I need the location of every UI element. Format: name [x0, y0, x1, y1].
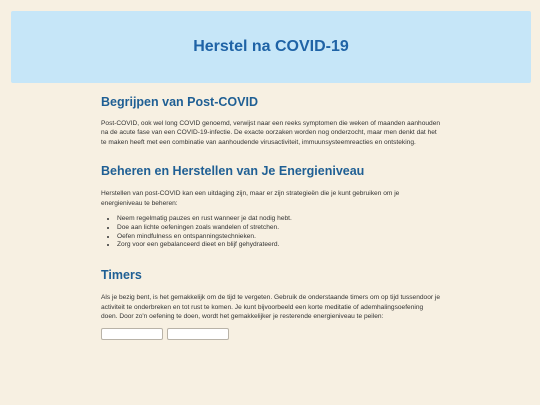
section-energy [101, 164, 441, 250]
section-title: Beheren en Herstellen van Je Energieniveau [101, 164, 365, 179]
main-content [101, 95, 441, 340]
list-item: • Zorg voor een gebalanceerd dieet en blijf gehydrateerd. [117, 241, 441, 250]
section-post-covid [101, 95, 441, 147]
page-title: Herstel na COVID-19 [193, 38, 349, 55]
section-title: Timers [101, 268, 142, 283]
list-item: • Neem regelmatig pauzes en rust wanneer je dat nodig hebt. [117, 215, 441, 224]
section-paragraph: Post-COVID, ook wel long COVID genoemd, verwijst naar een reeks symptomen die weken of maanden aanhouden na de acute fase van een COVID-19-infectie. De exacte oorzaken worden nog onderzocht, maar men denkt dat het te maken heeft met een combinatie van aanhoudende virusactiviteit, immuunsysteemreacties en ontsteking. [101, 120, 441, 146]
section-title: Begrijpen van Post-COVID [101, 95, 258, 109]
timer-button-1[interactable] [101, 328, 163, 340]
list-item: • Doe aan lichte oefeningen zoals wandelen of stretchen. [117, 224, 441, 233]
list-item: • Oefen mindfulness en ontspanningstechnieken. [117, 233, 441, 242]
section-timers [101, 268, 441, 340]
section-paragraph: Als je bezig bent, is het gemakkelijk om de tijd te vergeten. Gebruik de onderstaande timers om op tijd tussendoor je activiteit te onderbreken en tot rust te komen. Je kunt bijvoorbeeld een korte meditatie of ademhalingsoefening doen. Door zo'n oefening te doen, wordt het gemakkelijker je resterende energieniveau te peilen: [101, 294, 441, 321]
timer-controls [101, 328, 441, 340]
energy-tips-list [101, 215, 441, 250]
timer-button-2[interactable] [167, 328, 229, 340]
page-header [11, 11, 531, 83]
section-paragraph: Herstellen van post-COVID kan een uitdaging zijn, maar er zijn strategieën die je kunt gebruiken om je energieniveau te beheren: [101, 190, 400, 207]
